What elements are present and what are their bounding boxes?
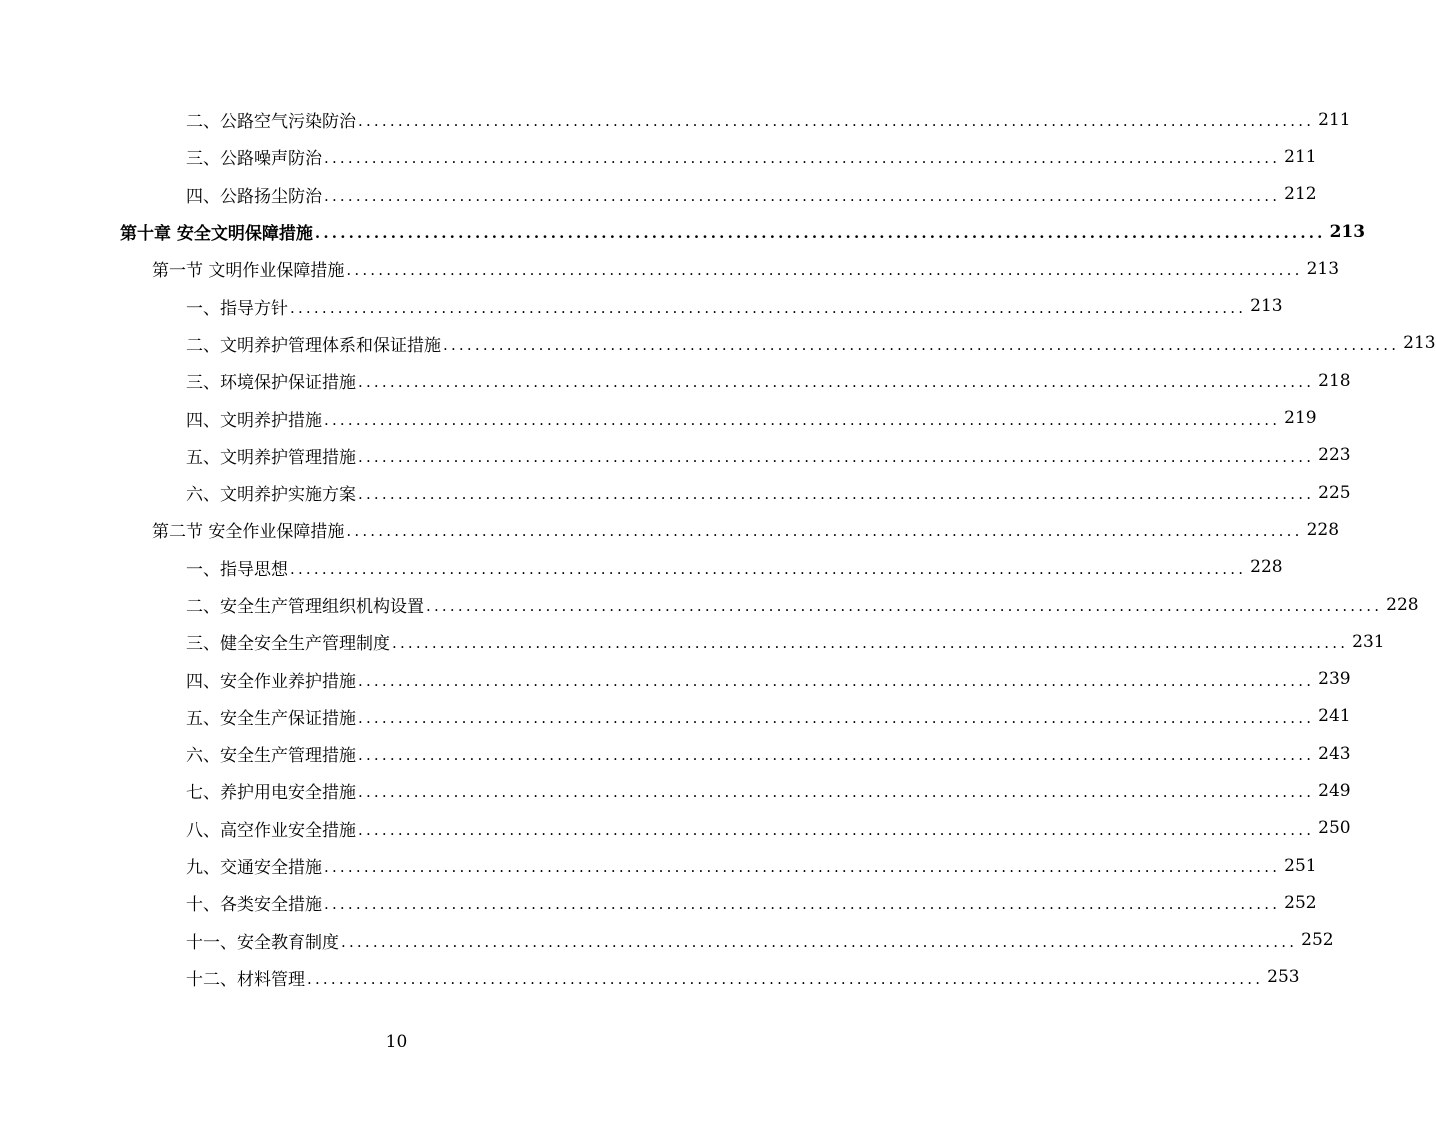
toc-entry-page: 239 [1318, 669, 1351, 690]
toc-item-entry[interactable] [0, 362, 1351, 399]
toc-item-entry[interactable] [0, 176, 1317, 213]
toc-dot-leader: ........................................................................................................................ [341, 932, 1298, 951]
toc-entry-page: 231 [1352, 631, 1385, 652]
toc-section-entry[interactable] [0, 250, 1340, 287]
toc-entry-page: 213 [1250, 296, 1283, 317]
toc-entry-title: 八、高空作业安全措施 [186, 820, 356, 841]
toc-entry-page: 251 [1284, 855, 1317, 876]
toc-entry-title: 七、养护用电安全措施 [186, 783, 356, 804]
toc-dot-leader: ........................................................................................................................ [346, 261, 1303, 280]
toc-entry-page: 218 [1318, 370, 1351, 391]
toc-item-entry[interactable] [0, 549, 1283, 586]
toc-dot-leader: ........................................................................................................................ [358, 485, 1315, 504]
toc-dot-leader: ........................................................................................................................ [290, 559, 1247, 578]
toc-entry-page: 243 [1318, 743, 1351, 764]
toc-entry-title: 十二、材料管理 [186, 969, 305, 990]
toc-entry-page: 228 [1306, 519, 1340, 540]
toc-entry-title: 五、安全生产保证措施 [186, 708, 356, 729]
toc-dot-leader: ........................................................................................................................ [358, 447, 1315, 466]
toc-entry-title: 三、环境保护保证措施 [186, 373, 356, 394]
toc-entry-page: 252 [1301, 930, 1334, 951]
toc-entry-title: 第十章 安全文明保障措施 [120, 224, 313, 245]
toc-dot-leader: ........................................................................................................................ [290, 298, 1247, 317]
toc-entry-page: 252 [1284, 892, 1317, 913]
toc-entry-page: 211 [1318, 109, 1351, 130]
toc-entry-page: 250 [1318, 818, 1351, 839]
toc-item-entry[interactable] [0, 884, 1317, 921]
toc-item-entry[interactable] [0, 138, 1317, 175]
toc-dot-leader: ........................................................................................................................ [324, 149, 1281, 168]
toc-entry-title: 六、文明养护实施方案 [186, 485, 356, 506]
toc-entry-page: 228 [1250, 557, 1283, 578]
toc-dot-leader: ........................................................................................................................ [324, 858, 1281, 877]
table-of-contents [0, 101, 1436, 996]
toc-entry-title: 二、文明养护管理体系和保证措施 [186, 335, 441, 356]
toc-entry-title: 一、指导思想 [186, 559, 288, 580]
toc-entry-page: 241 [1318, 706, 1351, 727]
toc-item-entry[interactable] [0, 698, 1351, 735]
toc-item-entry[interactable] [0, 660, 1351, 697]
toc-entry-title: 一、指导方针 [186, 298, 288, 319]
toc-entry-page: 249 [1318, 780, 1351, 801]
toc-entry-title: 二、公路空气污染防治 [186, 112, 356, 133]
toc-entry-page: 211 [1284, 146, 1317, 167]
toc-item-entry[interactable] [0, 437, 1351, 474]
toc-item-entry[interactable] [0, 959, 1300, 996]
toc-item-entry[interactable] [0, 474, 1351, 511]
toc-entry-page: 213 [1403, 333, 1436, 354]
toc-item-entry[interactable] [0, 810, 1351, 847]
toc-item-entry[interactable] [0, 287, 1283, 324]
toc-dot-leader: ........................................................................................................................ [426, 597, 1383, 615]
toc-entry-title: 四、公路扬尘防治 [186, 186, 322, 207]
toc-entry-title: 三、公路噪声防治 [186, 149, 322, 170]
toc-entry-page: 213 [1306, 258, 1340, 279]
toc-entry-page: 225 [1318, 482, 1351, 503]
toc-dot-leader: ........................................................................................................................ [358, 708, 1315, 727]
toc-entry-title: 第一节 文明作业保障措施 [152, 261, 345, 282]
toc-dot-leader: ........................................................................................................................ [324, 410, 1281, 429]
toc-entry-title: 六、安全生产管理措施 [186, 746, 356, 767]
toc-dot-leader: ........................................................................................................................ [324, 186, 1281, 205]
toc-item-entry[interactable] [0, 623, 1385, 660]
toc-dot-leader: ........................................................................................................................ [443, 335, 1400, 354]
toc-dot-leader: ........................................................................................................................ [392, 634, 1349, 653]
toc-entry-title: 十一、安全教育制度 [186, 932, 339, 953]
toc-entry-title: 二、安全生产管理组织机构设置 [186, 597, 424, 617]
toc-chapter-entry[interactable] [0, 213, 1366, 250]
toc-entry-page: 212 [1284, 184, 1317, 205]
toc-dot-leader: ........................................................................................................................ [358, 671, 1315, 690]
toc-item-entry[interactable] [0, 101, 1351, 138]
toc-dot-leader: ........................................................................................................................ [346, 522, 1303, 541]
toc-entry-page: 253 [1267, 967, 1300, 988]
toc-dot-leader: ........................................................................................................................ [324, 895, 1281, 914]
toc-entry-page: 223 [1318, 445, 1351, 466]
toc-item-entry[interactable] [0, 772, 1351, 809]
toc-dot-leader: ........................................................................................................................ [358, 746, 1315, 765]
toc-dot-leader: ........................................................................................................................ [358, 820, 1315, 839]
toc-entry-page: 228 [1386, 594, 1419, 615]
toc-entry-page: 213 [1329, 221, 1366, 242]
toc-entry-title: 四、文明养护措施 [186, 410, 322, 431]
toc-entry-page: 219 [1284, 408, 1317, 429]
toc-dot-leader: ........................................................................................................................ [358, 373, 1315, 392]
toc-section-entry[interactable] [0, 511, 1340, 548]
toc-dot-leader: ........................................................................................................................ [307, 969, 1264, 988]
toc-entry-title: 第二节 安全作业保障措施 [152, 522, 345, 543]
toc-item-entry[interactable] [0, 922, 1334, 959]
toc-item-entry[interactable] [0, 847, 1317, 884]
toc-dot-leader: ........................................................................................................................ [358, 783, 1315, 802]
toc-item-entry[interactable] [0, 586, 1419, 623]
toc-item-entry[interactable] [0, 735, 1351, 772]
toc-entry-title: 十、各类安全措施 [186, 895, 322, 916]
toc-item-entry[interactable] [0, 325, 1436, 362]
page-number: 10 [385, 1032, 408, 1052]
toc-entry-title: 三、健全安全生产管理制度 [186, 634, 390, 655]
toc-dot-leader: ........................................................................................................................ [358, 112, 1315, 131]
toc-entry-title: 五、文明养护管理措施 [186, 447, 356, 468]
toc-entry-title: 四、安全作业养护措施 [186, 671, 356, 692]
toc-dot-leader: ........................................................................................................................ [314, 224, 1326, 243]
toc-entry-title: 九、交通安全措施 [186, 858, 322, 879]
toc-item-entry[interactable] [0, 399, 1317, 436]
